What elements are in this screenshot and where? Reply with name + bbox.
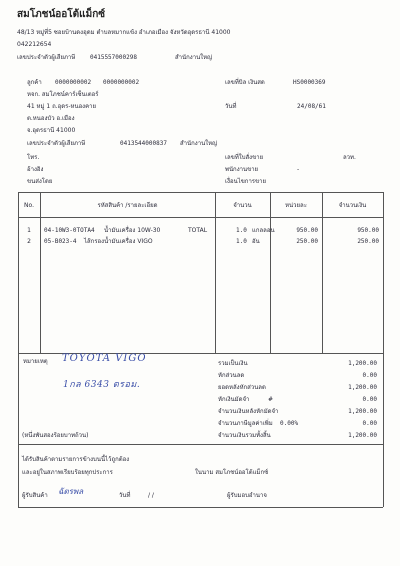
- row-no: 1: [27, 227, 31, 234]
- total-in-words: (หนึ่งพันสองร้อยบาทถ้วน): [22, 432, 89, 439]
- summary-label-0: รวมเป็นเงิน: [218, 360, 248, 367]
- customer-code-label: ลูกค้า: [27, 79, 42, 86]
- salesman-value: -: [297, 166, 300, 173]
- doc-number: HS0000369: [293, 79, 326, 86]
- row-qty: 1.0: [236, 238, 247, 245]
- customer-phone-label: โทร.: [27, 154, 40, 161]
- row-price: 950.00: [296, 227, 318, 234]
- summary-value-1: 0.00: [362, 372, 377, 379]
- row-no: 2: [27, 238, 31, 245]
- row-qty: 1.0: [236, 227, 247, 234]
- company-tax-id: 0415557000298: [90, 54, 137, 61]
- company-phone: 042212654: [17, 41, 52, 48]
- receive-date-label: วันที่: [119, 492, 131, 499]
- summary-label-1: หักส่วนลด: [218, 372, 245, 379]
- receive-date-blank: / /: [148, 492, 154, 499]
- doc-date: 24/08/61: [297, 103, 326, 110]
- sales-terms-label: เงื่อนไขการขาย: [225, 178, 267, 185]
- row-brand: TOTAL: [188, 227, 208, 234]
- doc-code-right: ลวท.: [343, 154, 356, 161]
- customer-code-2: 0000000002: [103, 79, 140, 86]
- deposit-mark: #: [268, 396, 274, 403]
- salesman-label: พนักงานขาย: [225, 166, 259, 173]
- customer-ship-label: ขนส่งโดย: [27, 178, 53, 185]
- customer-address-1: 41 หมู่ 1 ถ.อุดร-หนองคาย: [27, 103, 96, 110]
- handwritten-note-vehicle: TOYOTA VIGO: [62, 353, 147, 364]
- customer-tax-label: เลขประจำตัวผู้เสียภาษี: [27, 140, 86, 147]
- customer-address-3: จ.อุดรธานี 41000: [27, 127, 76, 134]
- summary-value-5: 0.00: [362, 420, 377, 427]
- customer-branch: สำนักงานใหญ่: [180, 140, 218, 147]
- summary-label-2: ยอดหลังหักส่วนลด: [218, 384, 266, 391]
- authorized-label: ผู้รับมอบอำนาจ: [227, 492, 267, 499]
- row-unit: แกลลอน: [252, 227, 275, 234]
- on-behalf-of: ในนาม สมโภชน์ออโต้แม็กซ์: [195, 469, 269, 476]
- company-tax-label: เลขประจำตัวผู้เสียภาษี: [17, 54, 76, 61]
- summary-value-0: 1,200.00: [348, 360, 377, 367]
- grand-total-label: จำนวนเงินรวมทั้งสิ้น: [218, 432, 271, 439]
- summary-value-2: 1,200.00: [348, 384, 377, 391]
- customer-name: หจก. สมโภชน์คาร์เซ็นเตอร์: [27, 91, 99, 98]
- grand-total-value: 1,200.00: [348, 432, 377, 439]
- customer-tax-id: 0413544000837: [120, 140, 167, 147]
- row-amount: 950.00: [357, 227, 379, 234]
- header-description: รหัสสินค้า /รายละเอียด: [97, 202, 158, 209]
- vat-rate: 0.00%: [280, 420, 299, 427]
- receiver-signature: ฉัตรพล: [58, 487, 84, 496]
- summary-label-4: จำนวนเงินหลังหักมัดจำ: [218, 408, 279, 415]
- summary-value-4: 1,200.00: [348, 408, 377, 415]
- notes-label: หมายเหตุ: [23, 358, 48, 365]
- customer-ref-label: อ้างอิง: [27, 166, 44, 173]
- summary-value-3: 0.00: [362, 396, 377, 403]
- doc-number-label: เลขที่บิล เงินสด: [225, 79, 265, 86]
- received-statement-1: ได้รับสินค้าตามรายการข้างบนนี้ไว้ถูกต้อง: [22, 456, 130, 463]
- row-unit: อัน: [252, 238, 260, 245]
- handwritten-note-plate: 1กล 6343 ตรอม.: [63, 380, 141, 390]
- summary-label-3: หักเงินมัดจำ: [218, 396, 250, 403]
- header-no: No.: [24, 202, 34, 209]
- row-code: 05-B023-4: [44, 238, 77, 245]
- doc-date-label: วันที่: [225, 103, 237, 110]
- company-name: สมโภชน์ออโต้แม็กซ์: [17, 9, 106, 20]
- company-address: 48/13 หมู่ที่5 ซอยบ้านดงอุดม ตำบลหมากแข้ง อำเภอเมือง จังหวัดอุดรธานี 41000: [17, 29, 231, 36]
- order-number-label: เลขที่ใบสั่งขาย: [225, 154, 264, 161]
- summary-label-5: จำนวนภาษีมูลค่าเพิ่ม: [218, 420, 273, 427]
- row-amount: 250.00: [357, 238, 379, 245]
- company-branch: สำนักงานใหญ่: [175, 54, 213, 61]
- row-description: ไส้กรองน้ำมันเครื่อง VIGO: [84, 238, 153, 245]
- received-statement-2: และอยู่ในสภาพเรียบร้อยทุกประการ: [22, 469, 113, 476]
- row-description: น้ำมันเครื่อง 10W-30: [104, 227, 161, 234]
- row-price: 250.00: [296, 238, 318, 245]
- header-amount: จำนวนเงิน: [338, 202, 367, 209]
- header-unit-price: หน่วยละ: [285, 202, 307, 209]
- row-code: 04-10W3-0TOTA4: [44, 227, 95, 234]
- customer-code: 0000000002: [55, 79, 92, 86]
- header-quantity: จำนวน: [233, 202, 252, 209]
- customer-address-2: ต.หนองบัว อ.เมือง: [27, 115, 75, 122]
- receiver-label: ผู้รับสินค้า: [22, 492, 48, 499]
